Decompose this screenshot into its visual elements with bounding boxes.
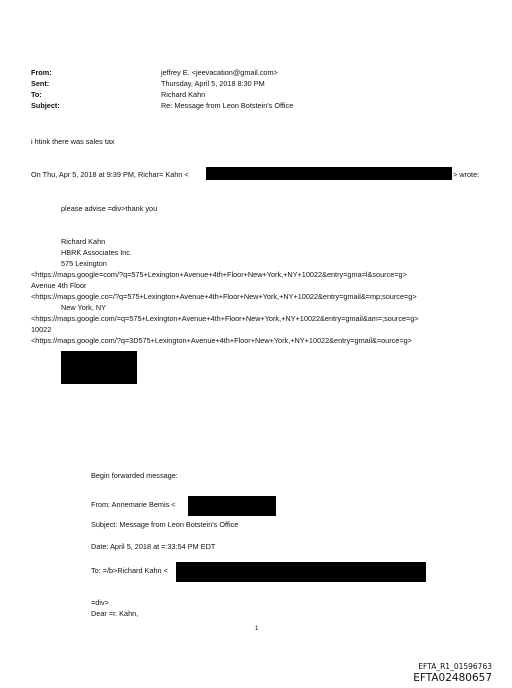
to-value: Richard Kahn xyxy=(161,90,206,99)
forward-date: Date: April 5, 2018 at =:33:54 PM EDT xyxy=(91,542,216,551)
from-label: From: xyxy=(31,68,52,77)
quote-header-prefix: On Thu, Apr 5, 2018 at 9:39 PM, Richar= Kahn < xyxy=(31,170,189,179)
subject-value: Re: Message from Leon Botstein's Office xyxy=(161,101,294,110)
quote-header-suffix: > wrote: xyxy=(453,170,480,179)
redaction-bar xyxy=(206,167,452,180)
signature-line: Richard Kahn xyxy=(61,237,106,246)
from-value: jeffrey E. <jeevacation@gmail.com> xyxy=(161,68,278,77)
to-label: To: xyxy=(31,90,42,99)
signature-line: 10022 xyxy=(31,325,52,334)
signature-line: HBRK Associates Inc. xyxy=(61,248,132,257)
forward-subject: Subject: Message from Leon Botstein's Office xyxy=(91,520,239,529)
redaction-bar xyxy=(61,351,137,384)
forward-from: From: Annemarie Bemis < xyxy=(91,500,176,509)
reply-text: please advise =div>thank you xyxy=(61,204,158,213)
sent-label: Sent: xyxy=(31,79,50,88)
signature-line: 575 Lexington xyxy=(61,259,107,268)
document-id-small: EFTA_R1_01596763 xyxy=(418,662,492,671)
map-link[interactable]: <https://maps.google.com/=q=575+Lexington+Avenue+4th+Floor+New+York,+NY+10022&entry=gmail&am=;source=g> xyxy=(31,314,419,323)
map-link[interactable]: <https://maps.google.co=/?q=575+Lexington+Avenue+4th+Floor+New+York,+NY+10022&entry=gmail&=mp;source=g> xyxy=(31,292,417,301)
document-id-large: EFTA02480657 xyxy=(413,672,492,684)
body-text: i htink there was sales tax xyxy=(31,137,115,146)
redaction-bar xyxy=(176,562,426,582)
forward-greeting: Dear =r. Kahn, xyxy=(91,609,139,618)
redaction-bar xyxy=(188,496,276,516)
forward-begin: Begin forwarded message: xyxy=(91,471,178,480)
signature-line: New York, NY xyxy=(61,303,107,312)
signature-line: Avenue 4th Floor xyxy=(31,281,87,290)
map-link[interactable]: <https://maps.google.com/?q=3D575+Lexington+Avenue+4th+Floor+New+York,+NY+10022&entry=gmail&=ource=g> xyxy=(31,336,412,345)
forward-to: To: =/b>Richard Kahn < xyxy=(91,566,168,575)
map-link[interactable]: <https://maps.google=com/?q=575+Lexington+Avenue+4th+Floor+New+York,+NY+10022&entry=gma=l&source=g> xyxy=(31,270,407,279)
page-number: 1 xyxy=(255,626,259,632)
subject-label: Subject: xyxy=(31,101,60,110)
sent-value: Thursday, April 5, 2018 8:30 PM xyxy=(161,79,265,88)
forward-div: =div> xyxy=(91,598,109,607)
